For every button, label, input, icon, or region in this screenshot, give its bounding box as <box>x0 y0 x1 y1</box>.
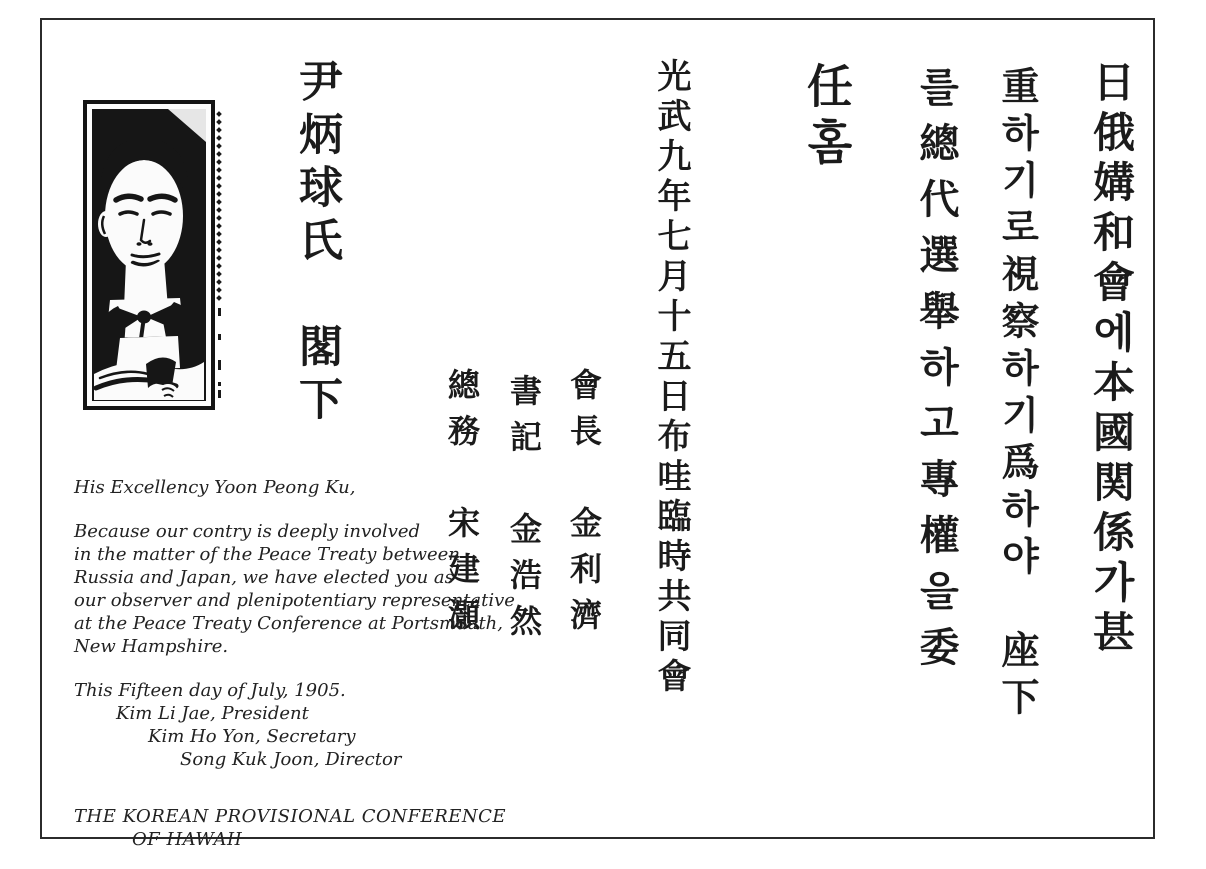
organization-name-line-2: OF HAWAII <box>132 829 243 850</box>
spacer <box>74 658 544 679</box>
spacer <box>74 499 544 520</box>
calligraphy-date-column: 光武九年七月十五日布哇臨時共同會 <box>651 58 691 698</box>
calligraphy-signature-secretary: 書記 金浩然 <box>505 374 543 650</box>
body-line: Russia and Japan, we have elected you as <box>74 567 454 588</box>
calligraphy-addressee-column: 尹炳球氏 閣下 <box>291 58 342 429</box>
spacer <box>74 771 544 792</box>
body-line: our observer and plenipotentiary representative <box>74 590 515 611</box>
signatory-line-director: Song Kuk Joon, Director <box>180 749 402 770</box>
calligraphy-signature-director: 總務 宋建灝 <box>443 368 481 644</box>
calligraphy-main-column-1: 日俄媾和會에本國関係가甚 <box>1087 60 1136 660</box>
calligraphy-main-column-4: 任홈 <box>800 62 854 174</box>
body-line: New Hampshire. <box>74 636 229 657</box>
spacer <box>74 792 544 805</box>
body-line: in the matter of the Peace Treaty between <box>74 544 460 565</box>
portrait-photo-image <box>82 98 230 414</box>
body-line: Because our contry is deeply involved <box>74 521 421 542</box>
date-line: This Fifteen day of July, 1905. <box>74 680 346 701</box>
calligraphy-main-column-3: 를總代選舉하고專權을委 <box>913 66 960 682</box>
signatory-line-president: Kim Li Jae, President <box>116 703 309 724</box>
salutation-line: His Excellency Yoon Peong Ku, <box>74 477 356 498</box>
signatory-line-secretary: Kim Ho Yon, Secretary <box>148 726 356 747</box>
calligraphy-signature-president: 會長 金利濟 <box>565 368 603 644</box>
organization-name-line-1: THE KOREAN PROVISIONAL CONFERENCE <box>74 806 507 827</box>
calligraphy-main-column-2: 重하기로視察하기爲하야 座下 <box>995 66 1040 724</box>
body-line: at the Peace Treaty Conference at Portsmouth, <box>74 613 503 634</box>
portrait-photo <box>82 98 230 414</box>
english-translation-block <box>74 476 544 851</box>
halftone-dot-strip <box>216 111 222 398</box>
